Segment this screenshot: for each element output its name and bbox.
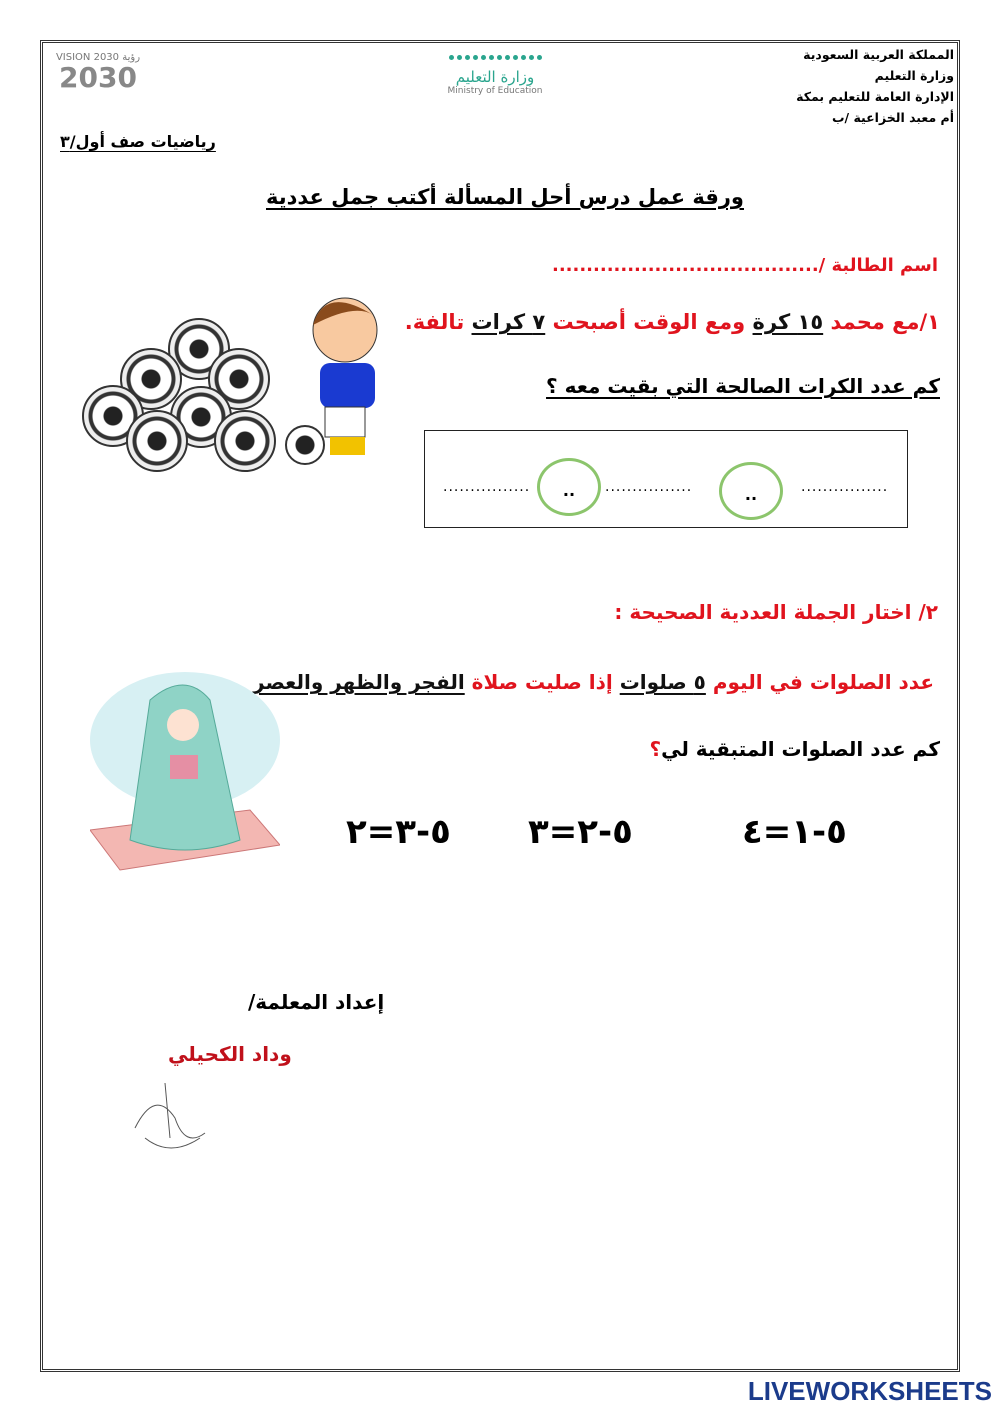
boy-soccer-player-image bbox=[285, 285, 415, 465]
vision-logo-text: VISION 2030 رؤية bbox=[55, 52, 141, 63]
option-2[interactable]: ٥-٢=٣ bbox=[528, 812, 633, 852]
header-line: المملكة العربية السعودية bbox=[803, 47, 954, 62]
vision-2030-logo: VISION 2030 رؤية 2030 bbox=[52, 52, 144, 114]
answer-box bbox=[424, 430, 908, 528]
question-2-heading: ٢/ اختار الجملة العددية الصحيحة : bbox=[614, 600, 938, 624]
worksheet-title: ورقة عمل درس أحل المسألة أكتب جمل عددية bbox=[266, 185, 744, 209]
option-3[interactable]: ٥-٣=٢ bbox=[346, 812, 451, 852]
ministry-logo bbox=[420, 55, 570, 96]
ministry-name-en: Ministry of Education bbox=[447, 86, 543, 96]
answer-blank-2[interactable]: ................ bbox=[605, 479, 693, 495]
operator-circle-2[interactable]: .. bbox=[719, 462, 783, 520]
ministry-name-ar: وزارة التعليم bbox=[455, 68, 535, 86]
school-header bbox=[796, 44, 954, 128]
girl-praying-image bbox=[90, 670, 280, 890]
header-line: الإدارة العامة للتعليم بمكة bbox=[796, 89, 954, 104]
question-2-prompt: كم عدد الصلوات المتبقية لي؟ bbox=[649, 737, 940, 761]
teacher-name: وداد الكحيلي bbox=[168, 1042, 292, 1066]
header-line: أم معبد الخزاعية /ب bbox=[831, 110, 954, 125]
prepared-by-label: إعداد المعلمة/ bbox=[248, 990, 385, 1014]
question-2-text: عدد الصلوات في اليوم ٥ صلوات إذا صليت صلاة الفجر والظهر والعصر bbox=[253, 670, 934, 694]
signature-icon bbox=[125, 1078, 215, 1158]
subject-label: رياضيات صف أول/٣ bbox=[60, 132, 216, 151]
option-1[interactable]: ٥-١=٤ bbox=[742, 812, 847, 852]
liveworksheets-watermark: LIVEWORKSHEETS bbox=[747, 1376, 992, 1406]
question-1-text: ١/مع محمد ١٥ كرة ومع الوقت أصبحت ٧ كرات تالفة. bbox=[404, 310, 940, 334]
question-1-prompt: كم عدد الكرات الصالحة التي بقيت معه ؟ bbox=[546, 374, 940, 398]
answer-blank-3[interactable]: ................ bbox=[801, 479, 889, 495]
operator-circle-1[interactable]: .. bbox=[537, 458, 601, 516]
student-name-field[interactable]: اسم الطالبة /....................................... bbox=[551, 255, 938, 276]
answer-blank-1[interactable]: ................ bbox=[443, 479, 531, 495]
header-line: وزارة التعليم bbox=[874, 68, 954, 83]
